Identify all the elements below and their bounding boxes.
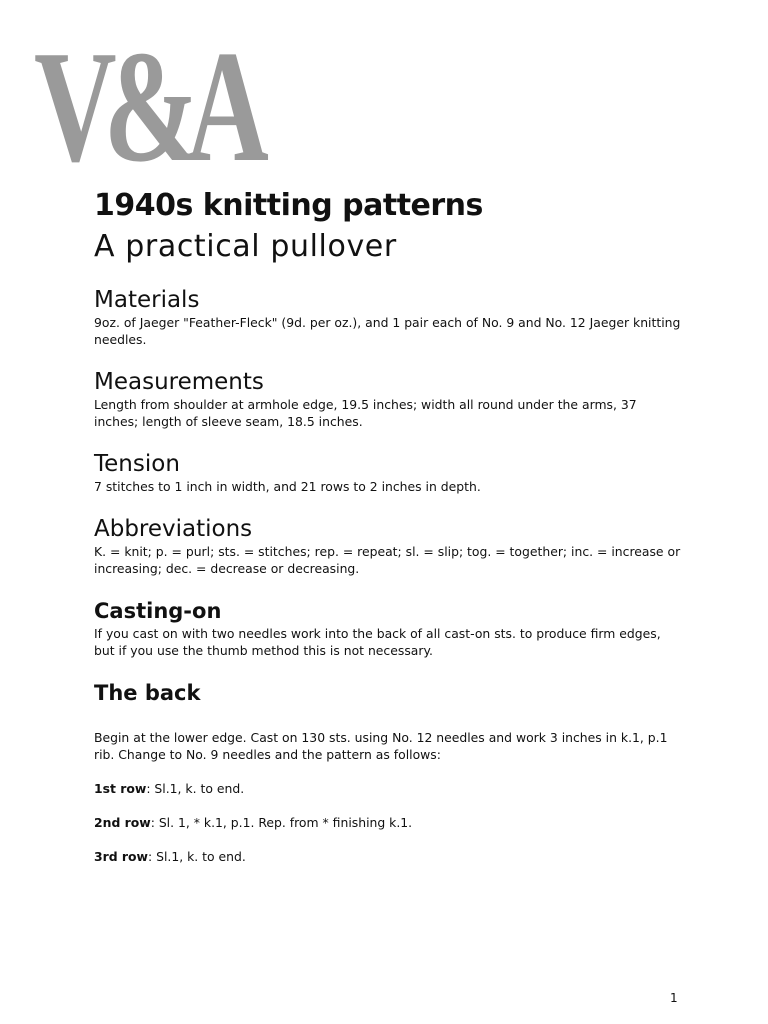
the-back-heading: The back (94, 681, 201, 705)
pattern-row-3-label: 3rd row (94, 849, 148, 864)
tension-section (94, 450, 684, 495)
casting-on-section (94, 597, 684, 659)
abbreviations-text: K. = knit; p. = purl; sts. = stitches; rep. = repeat; sl. = slip; tog. = together; inc. = increase or increasing; dec. = decrease or decreasing. (94, 544, 681, 576)
pattern-row-2 (94, 814, 684, 831)
pattern-row-1 (94, 780, 684, 797)
casting-on-heading: Casting-on (94, 599, 222, 623)
materials-heading: Materials (94, 287, 200, 313)
va-logo-text: V&A (34, 17, 269, 195)
materials-section (94, 286, 684, 348)
document-body (94, 186, 684, 865)
pattern-row-2-label: 2nd row (94, 815, 151, 830)
pattern-row-3 (94, 848, 684, 865)
the-back-section (94, 679, 684, 865)
materials-text: 9oz. of Jaeger "Feather-Fleck" (9d. per oz.), and 1 pair each of No. 9 and No. 12 Jaeger knitting needles. (94, 315, 681, 347)
measurements-text: Length from shoulder at armhole edge, 19.5 inches; width all round under the arms, 37 inches; length of sleeve seam, 18.5 inches. (94, 397, 637, 429)
measurements-section (94, 368, 684, 430)
tension-text: 7 stitches to 1 inch in width, and 21 rows to 2 inches in depth. (94, 479, 481, 494)
document-title: 1940s knitting patterns (94, 188, 483, 223)
tension-heading: Tension (94, 451, 180, 477)
va-logo-mark (34, 17, 269, 195)
pattern-row-2-text: : Sl. 1, * k.1, p.1. Rep. from * finishing k.1. (150, 815, 413, 830)
abbreviations-heading: Abbreviations (94, 516, 253, 542)
document-subtitle: A practical pullover (94, 229, 397, 264)
pattern-row-3-text: : Sl.1, k. to end. (148, 849, 246, 864)
the-back-text: Begin at the lower edge. Cast on 130 sts. using No. 12 needles and work 3 inches in k.1, p.1 rib. Change to No. 9 needles and the pattern as follows: (94, 730, 668, 762)
abbreviations-section (94, 515, 684, 577)
pattern-row-1-label: 1st row (94, 781, 147, 796)
page-number: 1 (670, 991, 678, 1005)
casting-on-text: If you cast on with two needles work into the back of all cast-on sts. to produce firm edges, but if you use the thumb method this is not necessary. (94, 626, 661, 658)
pattern-row-1-text: : Sl.1, k. to end. (146, 781, 245, 796)
va-logo (34, 17, 269, 195)
measurements-heading: Measurements (94, 369, 264, 395)
